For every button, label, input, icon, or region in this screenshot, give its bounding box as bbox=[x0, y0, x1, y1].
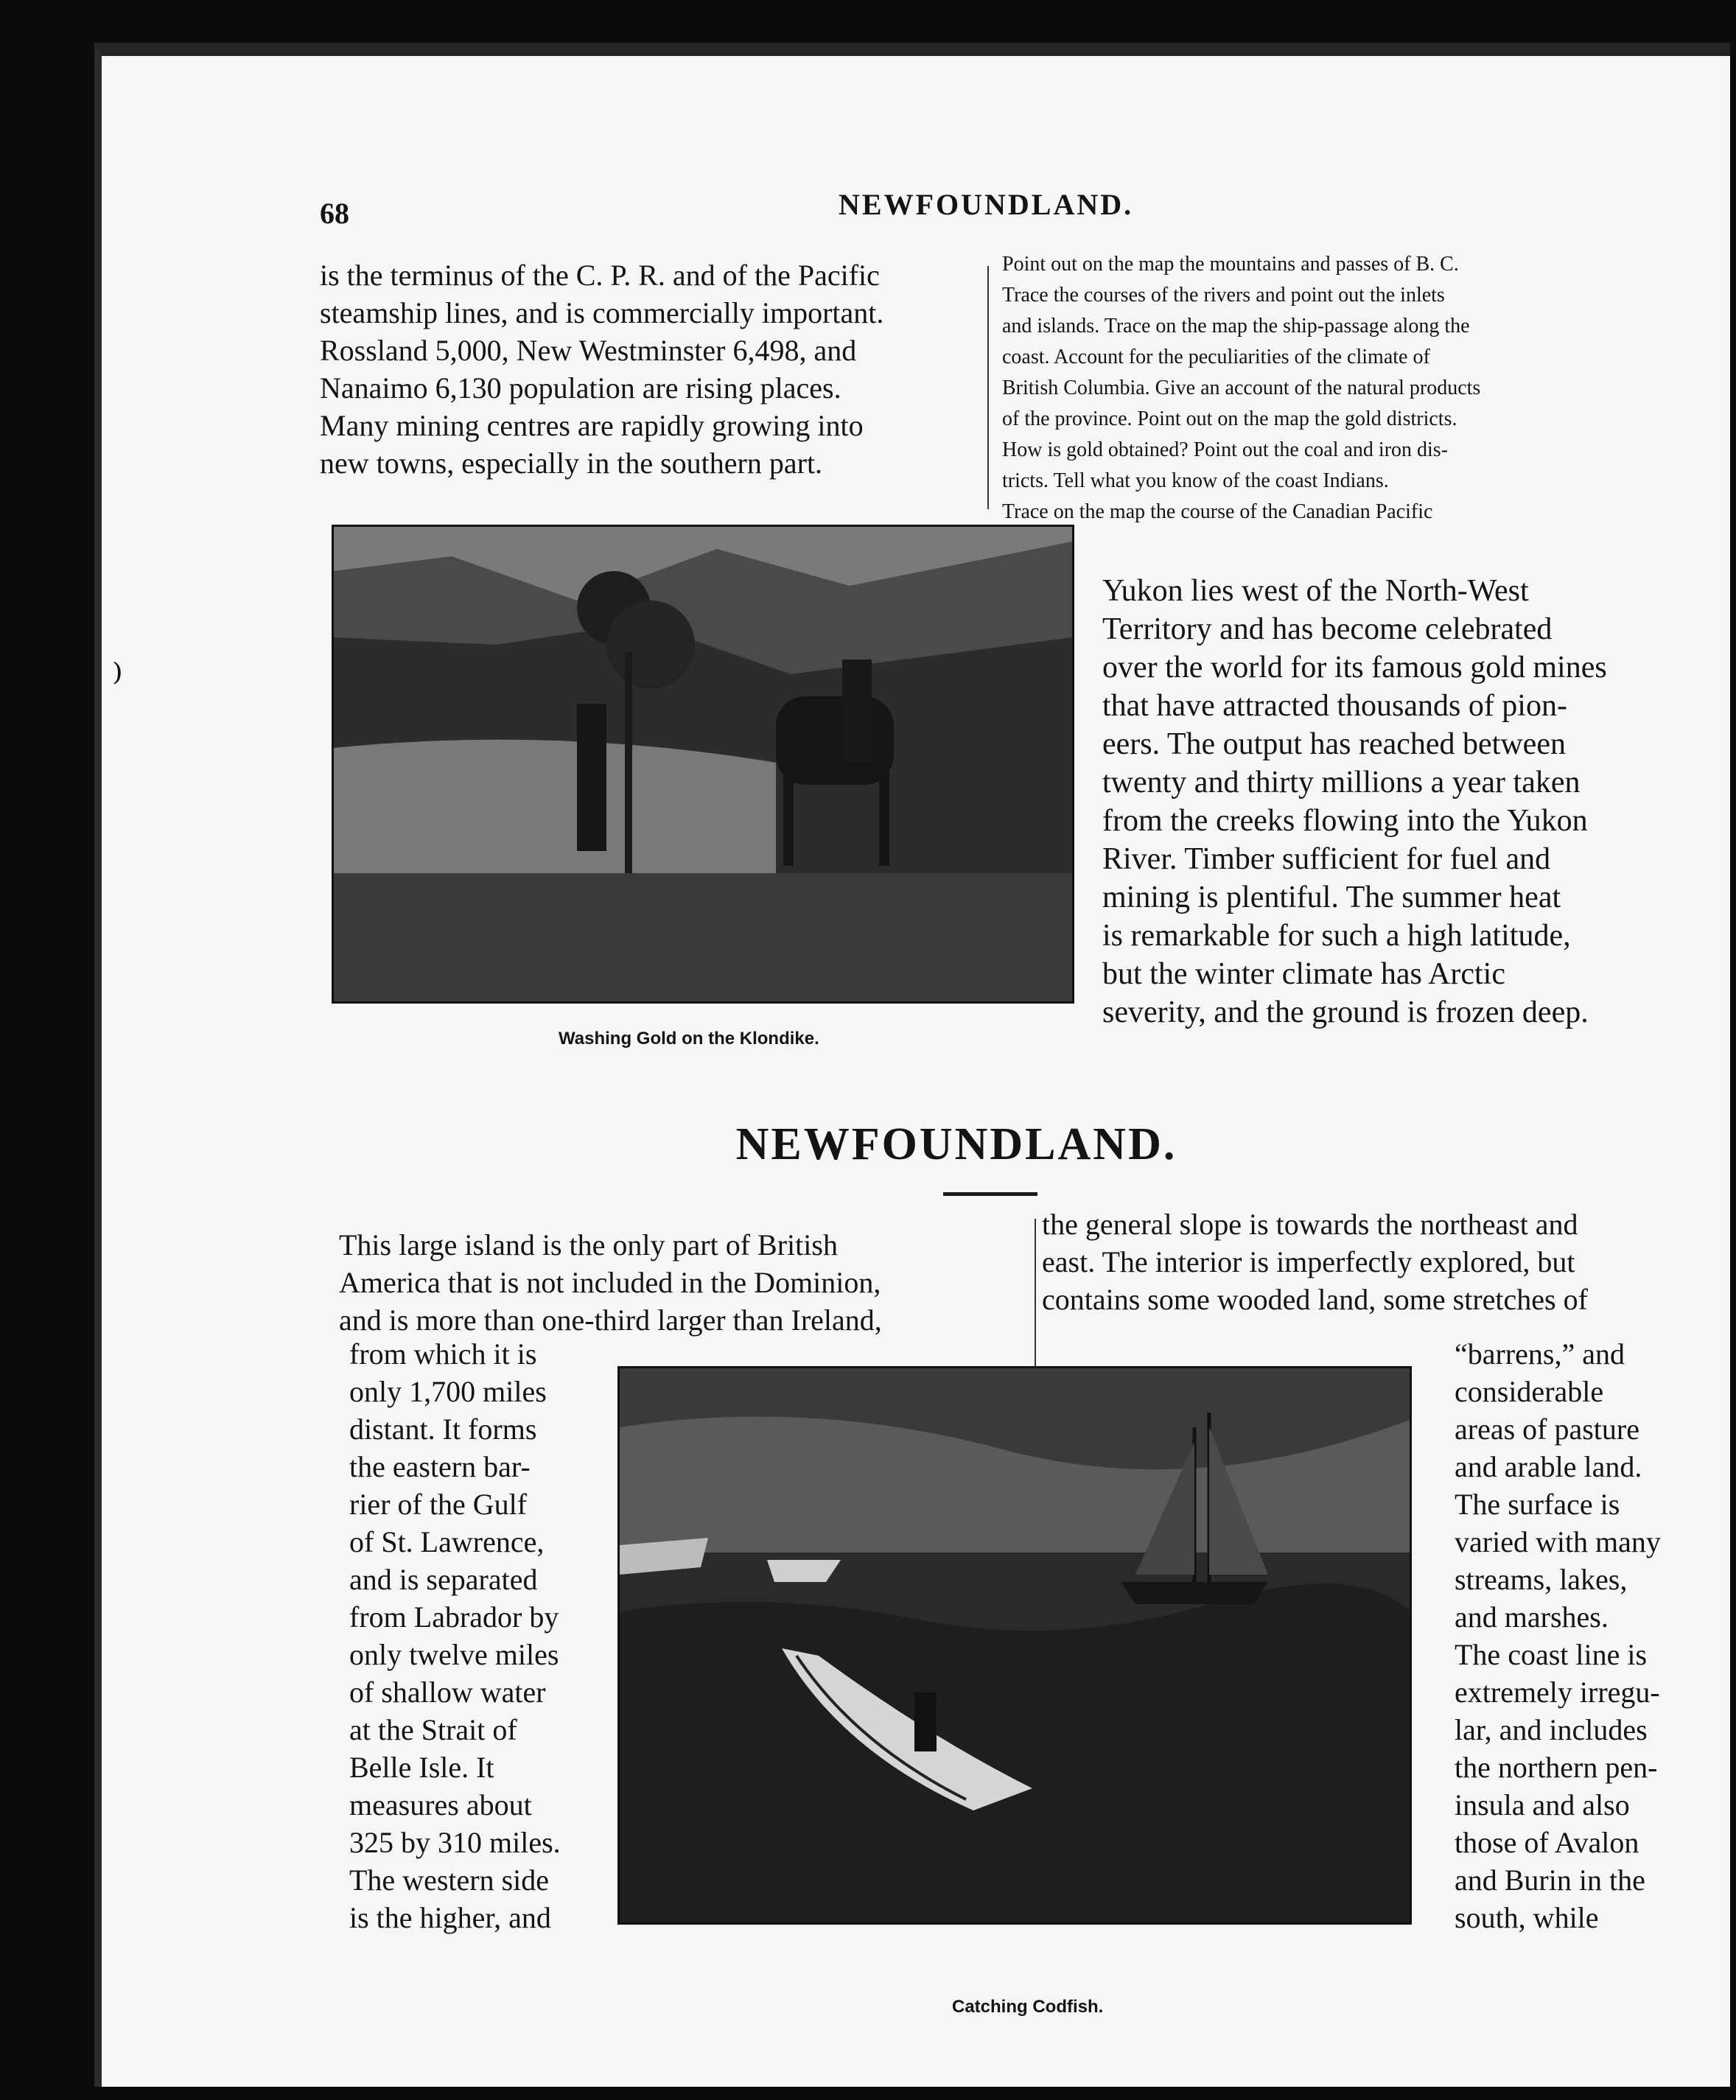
text-line: rier of the Gulf bbox=[349, 1488, 528, 1521]
exercise-line: How is gold obtained? Point out the coal and iron dis- bbox=[1002, 438, 1449, 461]
klondike-illustration bbox=[334, 527, 1072, 1001]
newfoundland-intro bbox=[339, 1226, 1092, 1339]
text-line: but the winter climate has Arctic bbox=[1102, 957, 1505, 991]
text-line: varied with many bbox=[1455, 1525, 1661, 1558]
text-line: and is separated bbox=[349, 1563, 538, 1596]
text-line: This large island is the only part of British bbox=[339, 1228, 838, 1261]
exercises-paragraph bbox=[1002, 249, 1665, 559]
text-line: and is more than one-third larger than Ireland, bbox=[339, 1303, 882, 1337]
exercise-line bbox=[1002, 528, 1665, 559]
newfoundland-right-top bbox=[1042, 1205, 1696, 1318]
text-line: insula and also bbox=[1455, 1788, 1630, 1821]
book-page bbox=[94, 43, 1730, 2087]
codfish-illustration bbox=[620, 1368, 1410, 1922]
text-line: from Labrador by bbox=[349, 1600, 559, 1634]
text-line: lar, and includes bbox=[1455, 1713, 1648, 1746]
text-line: America that is not included in the Dominion, bbox=[339, 1266, 881, 1299]
exercise-line: Point out on the map the mountains and passes of B. C. bbox=[1002, 253, 1459, 276]
text-line: mining is plentiful. The summer heat bbox=[1102, 881, 1561, 914]
text-line: east. The interior is imperfectly explored, but bbox=[1042, 1245, 1575, 1278]
text-line: is remarkable for such a high latitude, bbox=[1102, 919, 1571, 953]
newfoundland-right-column bbox=[1455, 1335, 1695, 1936]
top-left-paragraph bbox=[320, 256, 1080, 482]
text-line: and marshes. bbox=[1455, 1600, 1609, 1634]
text-line: the general slope is towards the northeast and bbox=[1042, 1208, 1578, 1241]
text-line: streams, lakes, bbox=[1455, 1563, 1628, 1596]
exercise-line: and islands. Trace on the map the ship-passage along the bbox=[1002, 315, 1470, 337]
text-line: only twelve miles bbox=[349, 1638, 559, 1671]
text-line: Territory and has become celebrated bbox=[1102, 612, 1553, 646]
text-line: 325 by 310 miles. bbox=[349, 1826, 561, 1859]
text-line: measures about bbox=[349, 1788, 532, 1821]
text-line: Yukon lies west of the North-West bbox=[1102, 574, 1529, 608]
text-line: The coast line is bbox=[1455, 1638, 1648, 1671]
figure1-caption: Washing Gold on the Klondike. bbox=[559, 1029, 819, 1049]
newfoundland-left-column bbox=[349, 1335, 600, 1936]
text-line: eers. The output has reached between bbox=[1102, 727, 1566, 761]
klondike-photo bbox=[332, 525, 1074, 1004]
column-rule-2 bbox=[1035, 1219, 1036, 1373]
text-line: of shallow water bbox=[349, 1676, 546, 1709]
text-line: the eastern bar- bbox=[349, 1450, 531, 1483]
text-line: Rossland 5,000, New Westminster 6,498, and bbox=[320, 334, 857, 367]
text-line: distant. It forms bbox=[349, 1413, 537, 1446]
text-line: those of Avalon bbox=[1455, 1826, 1639, 1859]
text-line: The surface is bbox=[1455, 1488, 1620, 1521]
text-line: over the world for its famous gold mines bbox=[1102, 651, 1607, 685]
text-line: severity, and the ground is frozen deep. bbox=[1102, 995, 1589, 1029]
exercise-line: tricts. Tell what you know of the coast Indians. bbox=[1002, 469, 1389, 492]
text-line: Nanaimo 6,130 population are rising places. bbox=[320, 371, 841, 405]
binding-mark: ⁾ bbox=[112, 656, 123, 704]
exercise-line: British Columbia. Give an account of the natural products bbox=[1002, 377, 1481, 399]
text-line: steamship lines, and is commercially important. bbox=[320, 296, 884, 329]
text-line: contains some wooded land, some stretches of bbox=[1042, 1283, 1588, 1316]
text-line: River. Timber sufficient for fuel and bbox=[1102, 842, 1551, 876]
text-line: at the Strait of bbox=[349, 1713, 517, 1746]
text-line: “barrens,” and bbox=[1455, 1337, 1625, 1371]
exercise-line: Trace the courses of the rivers and point out the inlets bbox=[1002, 284, 1445, 307]
codfish-photo bbox=[617, 1366, 1412, 1925]
text-line: and arable land. bbox=[1455, 1450, 1642, 1483]
page-number: 68 bbox=[320, 197, 349, 230]
column-rule bbox=[987, 266, 989, 509]
exercise-line: of the province. Point out on the map the gold districts. bbox=[1002, 407, 1457, 430]
figure2-caption: Catching Codfish. bbox=[952, 1997, 1104, 2017]
text-line: of St. Lawrence, bbox=[349, 1525, 545, 1558]
text-line: the northern pen- bbox=[1455, 1751, 1658, 1784]
text-line: twenty and thirty millions a year taken bbox=[1102, 766, 1581, 799]
text-line: from the creeks flowing into the Yukon bbox=[1102, 804, 1588, 838]
text-line: The western side bbox=[349, 1863, 550, 1897]
text-line: south, while bbox=[1455, 1901, 1599, 1934]
text-line: is the terminus of the C. P. R. and of the Pacific bbox=[320, 259, 880, 292]
text-line: from which it is bbox=[349, 1337, 537, 1371]
text-line: Belle Isle. It bbox=[349, 1751, 494, 1784]
text-line: is the higher, and bbox=[349, 1901, 551, 1934]
text-line: new towns, especially in the southern part. bbox=[320, 447, 823, 480]
section-rule bbox=[943, 1192, 1037, 1196]
text-line: and Burin in the bbox=[1455, 1863, 1645, 1897]
yukon-paragraph bbox=[1102, 572, 1680, 1032]
text-line: that have attracted thousands of pion- bbox=[1102, 689, 1567, 723]
section-title: NEWFOUNDLAND. bbox=[735, 1119, 1177, 1169]
text-line: areas of pasture bbox=[1455, 1413, 1639, 1446]
text-line: considerable bbox=[1455, 1375, 1604, 1408]
text-line: Many mining centres are rapidly growing into bbox=[320, 409, 864, 442]
exercise-line: Trace on the map the course of the Canadian Pacific bbox=[1002, 500, 1433, 523]
text-line: only 1,700 miles bbox=[349, 1375, 547, 1408]
exercise-line: coast. Account for the peculiarities of the climate of bbox=[1002, 346, 1430, 368]
text-line: extremely irregu- bbox=[1455, 1676, 1660, 1709]
running-title: NEWFOUNDLAND. bbox=[839, 188, 1134, 221]
